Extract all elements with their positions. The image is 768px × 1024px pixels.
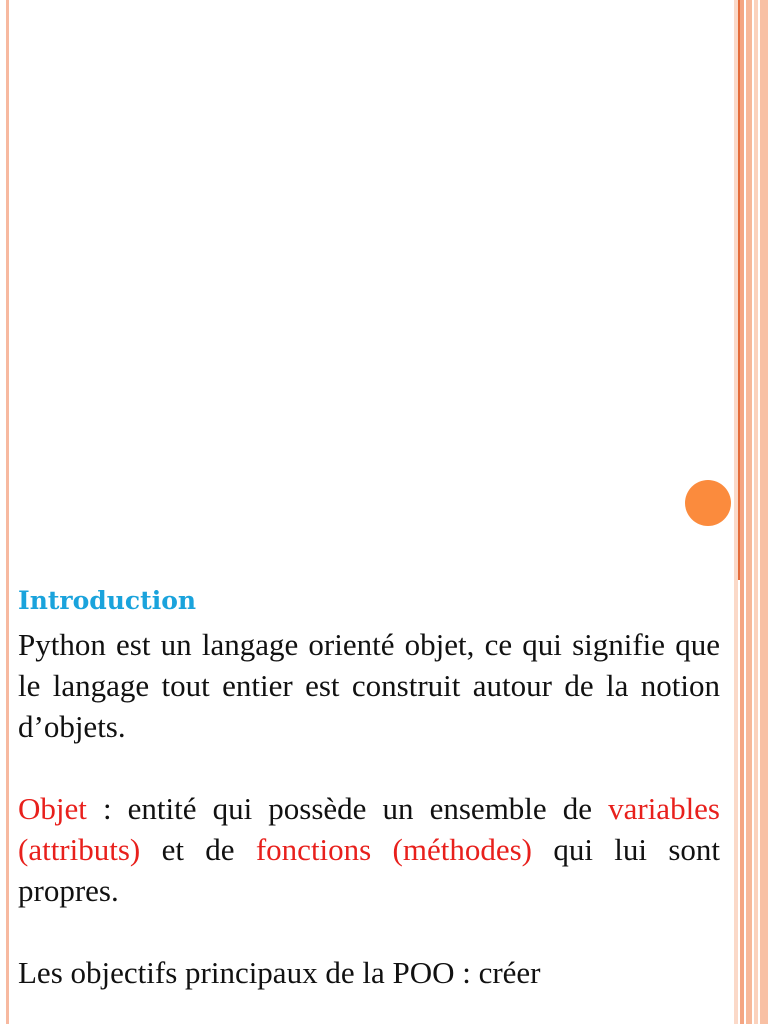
- objet-definition-text: : entité qui possède un ensemble de: [86, 791, 609, 826]
- term-fonctions: fonctions (méthodes): [255, 832, 533, 867]
- border-stripe: [754, 0, 758, 1024]
- slide-heading: Introduction: [18, 586, 197, 615]
- paragraph-objectifs: Les objectifs principaux de la POO : créer: [18, 955, 541, 990]
- border-stripe: [746, 0, 752, 1024]
- closing-text: qui lui sont propres.: [18, 832, 721, 908]
- accent-vertical-line: [738, 0, 740, 580]
- left-border: [6, 0, 9, 1024]
- connector-text: et de: [140, 832, 256, 867]
- slide-content: [18, 584, 720, 993]
- paragraph-objet: [18, 788, 720, 911]
- border-stripe: [760, 0, 768, 1024]
- term-objet: Objet: [18, 791, 87, 826]
- paragraph-intro: Python est un langage orienté objet, ce qui signifie que le langage tout entier est construit autour de la notion d’objets.: [18, 627, 720, 744]
- border-stripe: [740, 0, 744, 1024]
- accent-circle-icon: [685, 480, 731, 526]
- term-variables: variables (attributs): [18, 791, 720, 867]
